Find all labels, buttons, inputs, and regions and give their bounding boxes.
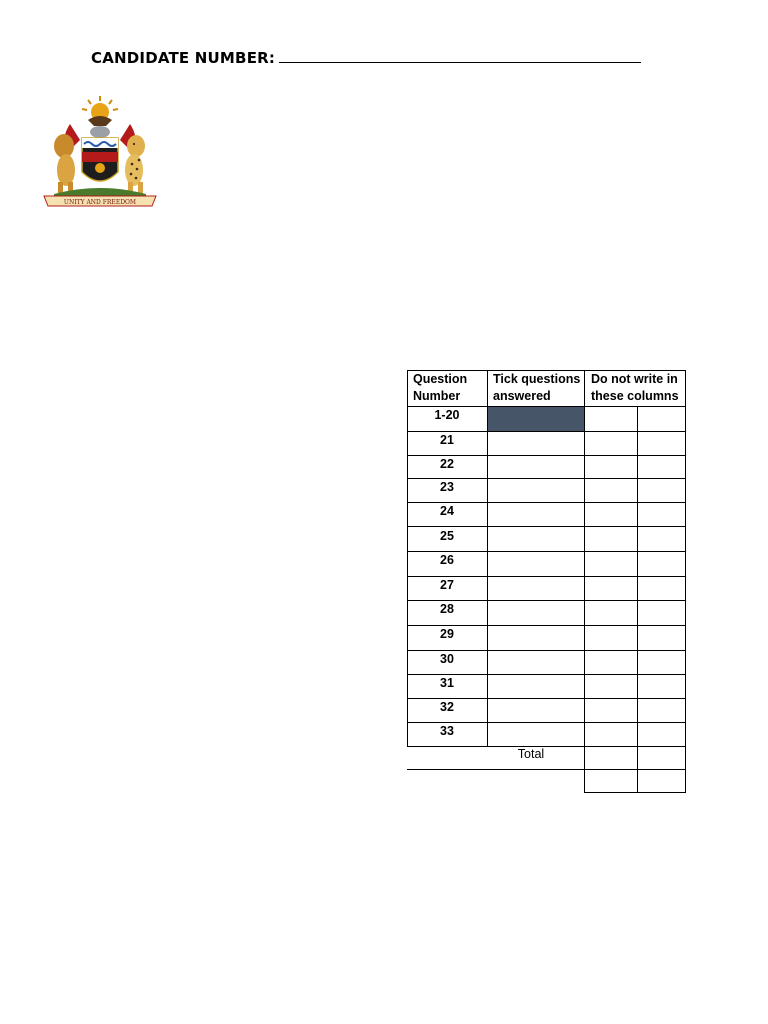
shaded-cell	[487, 407, 584, 431]
row-label: 33	[440, 724, 454, 738]
row-label: 28	[440, 602, 454, 616]
row-label: 29	[440, 627, 454, 641]
motto-text: UNITY AND FREEDOM	[63, 199, 137, 206]
row-label: 31	[440, 676, 454, 690]
row-label: 1-20	[434, 408, 460, 422]
total-label: Total	[517, 747, 545, 761]
row-label: 30	[440, 652, 454, 666]
row-label: 32	[440, 700, 454, 714]
row-label: 26	[440, 553, 454, 567]
header-do-not-write: Do not write in these columns	[591, 372, 679, 403]
row-label: 22	[440, 457, 454, 471]
row-label: 25	[440, 529, 454, 543]
header-tick-questions: Tick questions answered	[493, 372, 581, 403]
row-label: 23	[440, 480, 454, 494]
row-label: 21	[440, 433, 454, 447]
row-label: 27	[440, 578, 454, 592]
candidate-number-label: CANDIDATE NUMBER:	[91, 49, 276, 67]
row-label: 24	[440, 504, 454, 518]
header-question-number: Question Number	[413, 372, 468, 403]
